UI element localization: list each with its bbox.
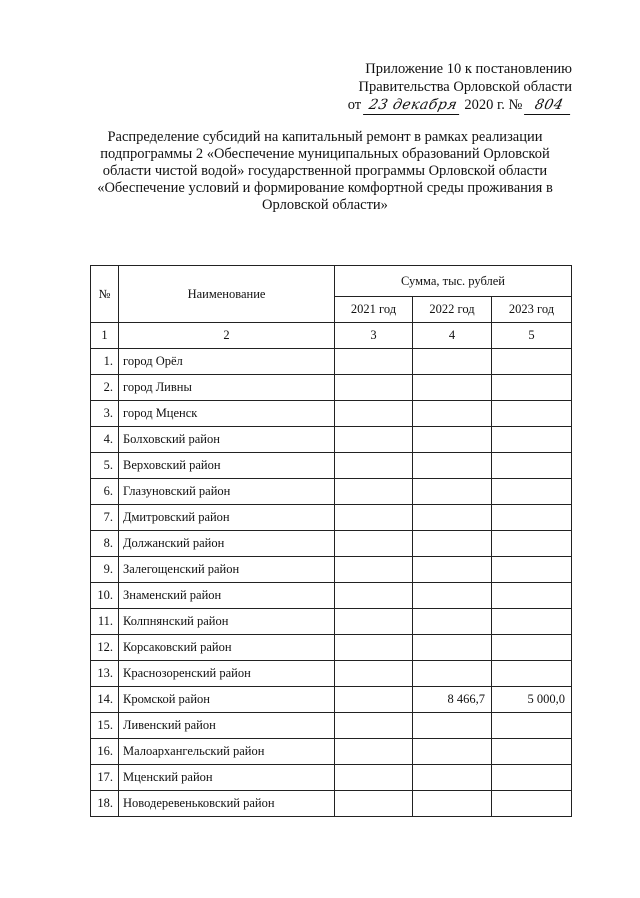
row-value-2022 [413, 375, 492, 401]
row-value-2023 [492, 661, 572, 687]
row-value-2021 [335, 739, 413, 765]
row-value-2021 [335, 453, 413, 479]
row-name: Должанский район [119, 531, 335, 557]
row-number: 1. [91, 349, 119, 375]
row-value-2022 [413, 505, 492, 531]
row-value-2021 [335, 349, 413, 375]
column-index: 3 [335, 323, 413, 349]
row-value-2022 [413, 713, 492, 739]
row-name: город Ливны [119, 375, 335, 401]
row-value-2023 [492, 505, 572, 531]
table-row [91, 557, 572, 583]
row-value-2021 [335, 557, 413, 583]
row-name: Залегощенский район [119, 557, 335, 583]
row-number: 15. [91, 713, 119, 739]
row-number: 10. [91, 583, 119, 609]
row-value-2023 [492, 531, 572, 557]
row-name: Знаменский район [119, 583, 335, 609]
col-header-number: № [91, 266, 119, 323]
row-value-2021 [335, 583, 413, 609]
row-name: Корсаковский район [119, 635, 335, 661]
row-value-2022 [413, 609, 492, 635]
table-row [91, 791, 572, 817]
row-number: 6. [91, 479, 119, 505]
row-value-2022 [413, 635, 492, 661]
row-value-2022 [413, 349, 492, 375]
row-name: Малоархангельский район [119, 739, 335, 765]
table-row [91, 661, 572, 687]
row-number: 17. [91, 765, 119, 791]
table-row [91, 531, 572, 557]
row-value-2022 [413, 791, 492, 817]
row-value-2021 [335, 635, 413, 661]
row-name: Колпнянский район [119, 609, 335, 635]
table-row [91, 765, 572, 791]
table-row [91, 739, 572, 765]
title-line: подпрограммы 2 «Обеспечение муниципальных образований Орловской [100, 146, 550, 162]
column-index: 2 [119, 323, 335, 349]
appendix-line-1: Приложение 10 к постановлению [365, 61, 572, 77]
row-name: Кромской район [119, 687, 335, 713]
row-value-2023 [492, 401, 572, 427]
subsidy-table [90, 265, 572, 817]
row-number: 12. [91, 635, 119, 661]
col-header-year: 2022 год [413, 297, 492, 323]
row-value-2023 [492, 713, 572, 739]
row-value-2022 [413, 557, 492, 583]
row-value-2021 [335, 401, 413, 427]
row-number: 7. [91, 505, 119, 531]
appendix-line-2: Правительства Орловской области [358, 79, 572, 95]
title-line: Орловской области» [262, 197, 388, 213]
row-value-2021 [335, 427, 413, 453]
table-row [91, 687, 572, 713]
row-value-2022 [413, 661, 492, 687]
row-number: 11. [91, 609, 119, 635]
row-number: 9. [91, 557, 119, 583]
row-number: 13. [91, 661, 119, 687]
row-name: Новодеревеньковский район [119, 791, 335, 817]
date-prefix: от [347, 97, 362, 113]
row-number: 18. [91, 791, 119, 817]
col-header-year: 2021 год [335, 297, 413, 323]
row-value-2023: 5 000,0 [492, 687, 572, 713]
table-row [91, 479, 572, 505]
title-line: Распределение субсидий на капитальный ремонт в рамках реализации [107, 129, 543, 145]
table-row [91, 713, 572, 739]
row-name: Краснозоренский район [119, 661, 335, 687]
appendix-date-line [348, 96, 572, 115]
col-header-sum: Сумма, тыс. рублей [335, 266, 572, 297]
row-value-2023 [492, 791, 572, 817]
col-header-name: Наименование [119, 266, 335, 323]
col-header-year: 2023 год [492, 297, 572, 323]
row-number: 16. [91, 739, 119, 765]
row-name: Ливенский район [119, 713, 335, 739]
row-value-2022 [413, 401, 492, 427]
table-row [91, 583, 572, 609]
row-value-2021 [335, 687, 413, 713]
table-row [91, 635, 572, 661]
row-value-2022 [413, 531, 492, 557]
date-year: 2020 г. № [464, 97, 523, 113]
row-value-2023 [492, 583, 572, 609]
table-row [91, 349, 572, 375]
row-value-2022 [413, 427, 492, 453]
row-value-2023 [492, 739, 572, 765]
row-value-2022: 8 466,7 [413, 687, 492, 713]
row-value-2022 [413, 453, 492, 479]
row-number: 2. [91, 375, 119, 401]
row-value-2023 [492, 349, 572, 375]
row-name: Верховский район [119, 453, 335, 479]
row-value-2022 [413, 765, 492, 791]
column-index: 5 [492, 323, 572, 349]
row-number: 3. [91, 401, 119, 427]
document-title [80, 129, 570, 214]
row-value-2023 [492, 765, 572, 791]
row-value-2021 [335, 505, 413, 531]
row-value-2021 [335, 713, 413, 739]
title-line: области чистой водой» государственной программы Орловской области [102, 163, 548, 179]
handwritten-date: 23 декабря [363, 96, 463, 115]
row-value-2021 [335, 609, 413, 635]
row-value-2023 [492, 453, 572, 479]
row-number: 14. [91, 687, 119, 713]
row-value-2023 [492, 427, 572, 453]
appendix-header [348, 60, 572, 115]
row-value-2022 [413, 479, 492, 505]
row-number: 4. [91, 427, 119, 453]
row-name: Болховский район [119, 427, 335, 453]
row-name: Глазуновский район [119, 479, 335, 505]
row-value-2023 [492, 375, 572, 401]
row-value-2023 [492, 557, 572, 583]
title-line: «Обеспечение условий и формирование комфортной среды проживания в [97, 180, 553, 196]
row-number: 8. [91, 531, 119, 557]
row-name: Дмитровский район [119, 505, 335, 531]
table-row [91, 453, 572, 479]
row-value-2021 [335, 661, 413, 687]
table-row [91, 427, 572, 453]
row-value-2023 [492, 609, 572, 635]
row-value-2023 [492, 635, 572, 661]
row-name: город Орёл [119, 349, 335, 375]
row-value-2022 [413, 739, 492, 765]
handwritten-number: 804 [524, 96, 574, 115]
row-value-2022 [413, 583, 492, 609]
row-name: город Мценск [119, 401, 335, 427]
table-row [91, 505, 572, 531]
row-value-2021 [335, 375, 413, 401]
row-value-2021 [335, 791, 413, 817]
table-row [91, 609, 572, 635]
table-row [91, 375, 572, 401]
row-value-2021 [335, 479, 413, 505]
column-index: 1 [91, 323, 119, 349]
row-value-2021 [335, 531, 413, 557]
row-name: Мценский район [119, 765, 335, 791]
row-value-2023 [492, 479, 572, 505]
table-row [91, 401, 572, 427]
row-value-2021 [335, 765, 413, 791]
row-number: 5. [91, 453, 119, 479]
column-index: 4 [413, 323, 492, 349]
